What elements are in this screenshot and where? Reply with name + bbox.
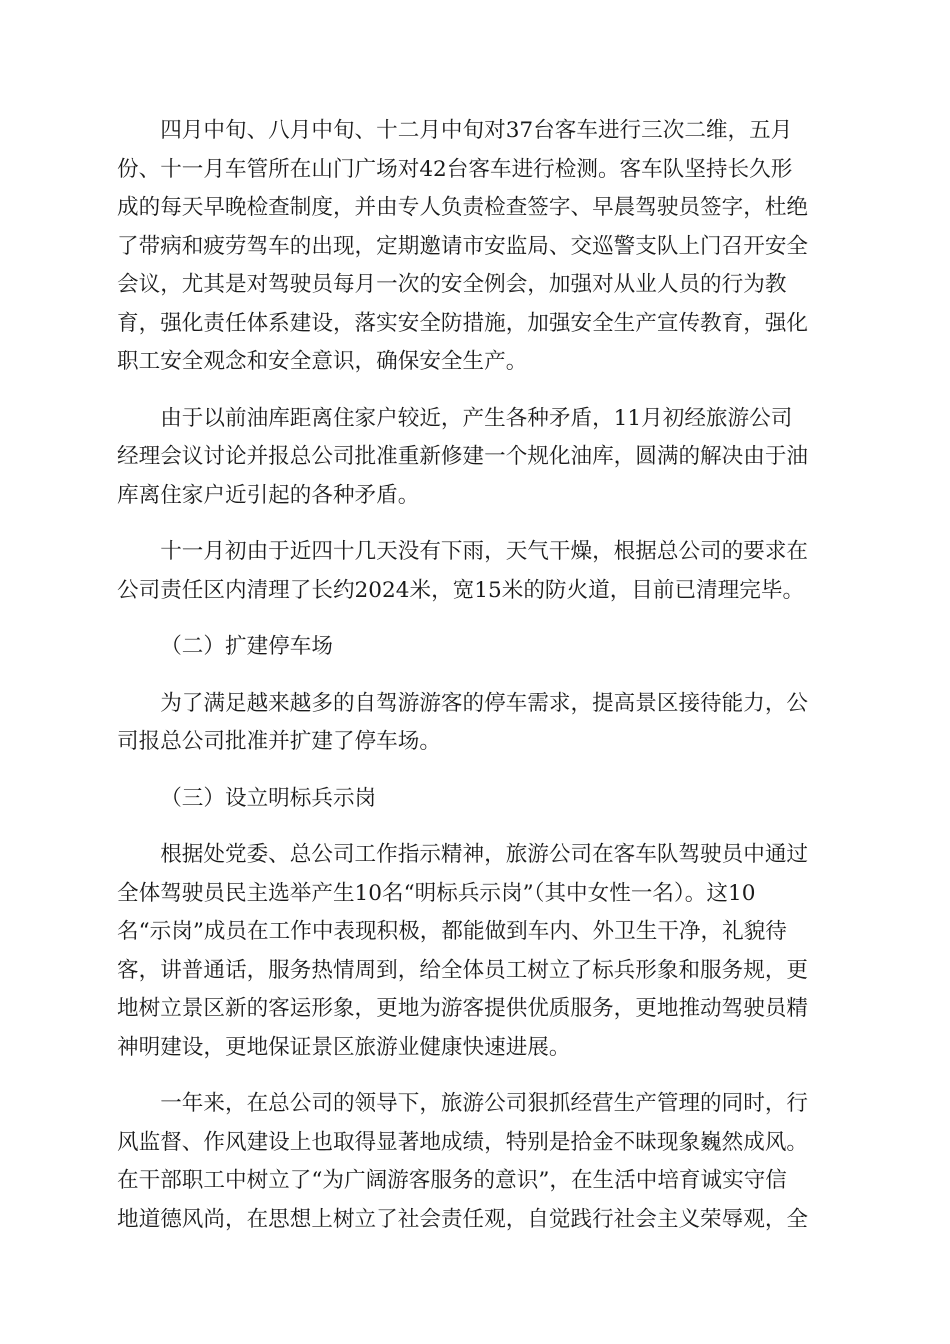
- paragraph-safety-inspection: 四月中旬、八月中旬、十二月中旬对37台客车进行三次二维，五月 份、十一月车管所在山门广场对42台客车进行检测。客车队坚持长久形 成的每天早晚检查制度，并由专人负责检查签字、早晨驾驶员签字，杜绝 了带病和疲劳驾车的出现，定期邀请市安监局、交巡警支队上门召开安全 会议，尤其是对驾驶员每月一次的安全例会，加强对从业人员的行为教 育，强化责任体系建设，落实安全防措施，加强安全生产宣传教育，强化 职工安全观念和安全意识，确保安全生产。: [117, 118, 809, 374]
- section-heading-model-post: （三）设立明标兵示岗: [160, 785, 377, 811]
- paragraph-oil-depot: 由于以前油库距离住家户较近，产生各种矛盾，11月初经旅游公司 经理会议讨论并报总公司批准重新修建一个规化油库，圆满的解决由于油 库离住家户近引起的各种矛盾。: [117, 405, 809, 508]
- section-heading-parking: （二）扩建停车场: [160, 634, 333, 659]
- paragraph-firebreak: 十一月初由于近四十几天没有下雨，天气干燥，根据总公司的要求在 公司责任区内清理了长约2024米，宽15米的防火道，目前已清理完毕。: [117, 539, 809, 603]
- paragraph-year-review: 一年来，在总公司的领导下，旅游公司狠抓经营生产管理的同时，行 风监督、作风建设上也取得显著地成绩，特别是拾金不昧现象巍然成风。 在干部职工中树立了“为广阔游客服务的意识”，在生活中培育诚实守信 地道德风尚，在思想上树立了社会责任观，自觉践行社会主义荣辱观，全: [117, 1091, 809, 1232]
- document-body: [117, 112, 835, 1239]
- paragraph-parking-expansion: 为了满足越来越多的自驾游游客的停车需求，提高景区接待能力，公 司报总公司批准并扩建了停车场。: [117, 690, 809, 754]
- paragraph-model-post: 根据处党委、总公司工作指示精神，旅游公司在客车队驾驶员中通过 全体驾驶员民主选举产生10名“明标兵示岗”（其中女性一名）。这10 名“示岗”成员在工作中表现积极，都能做到车内、外卫生干净，礼貌待 客，讲普通话，服务热情周到，给全体员工树立了标兵形象和服务规，更 地树立景区新的客运形象，更地为游客提供优质服务，更地推动驾驶员精 神明建设，更地保证景区旅游业健康快速进展。: [117, 842, 809, 1060]
